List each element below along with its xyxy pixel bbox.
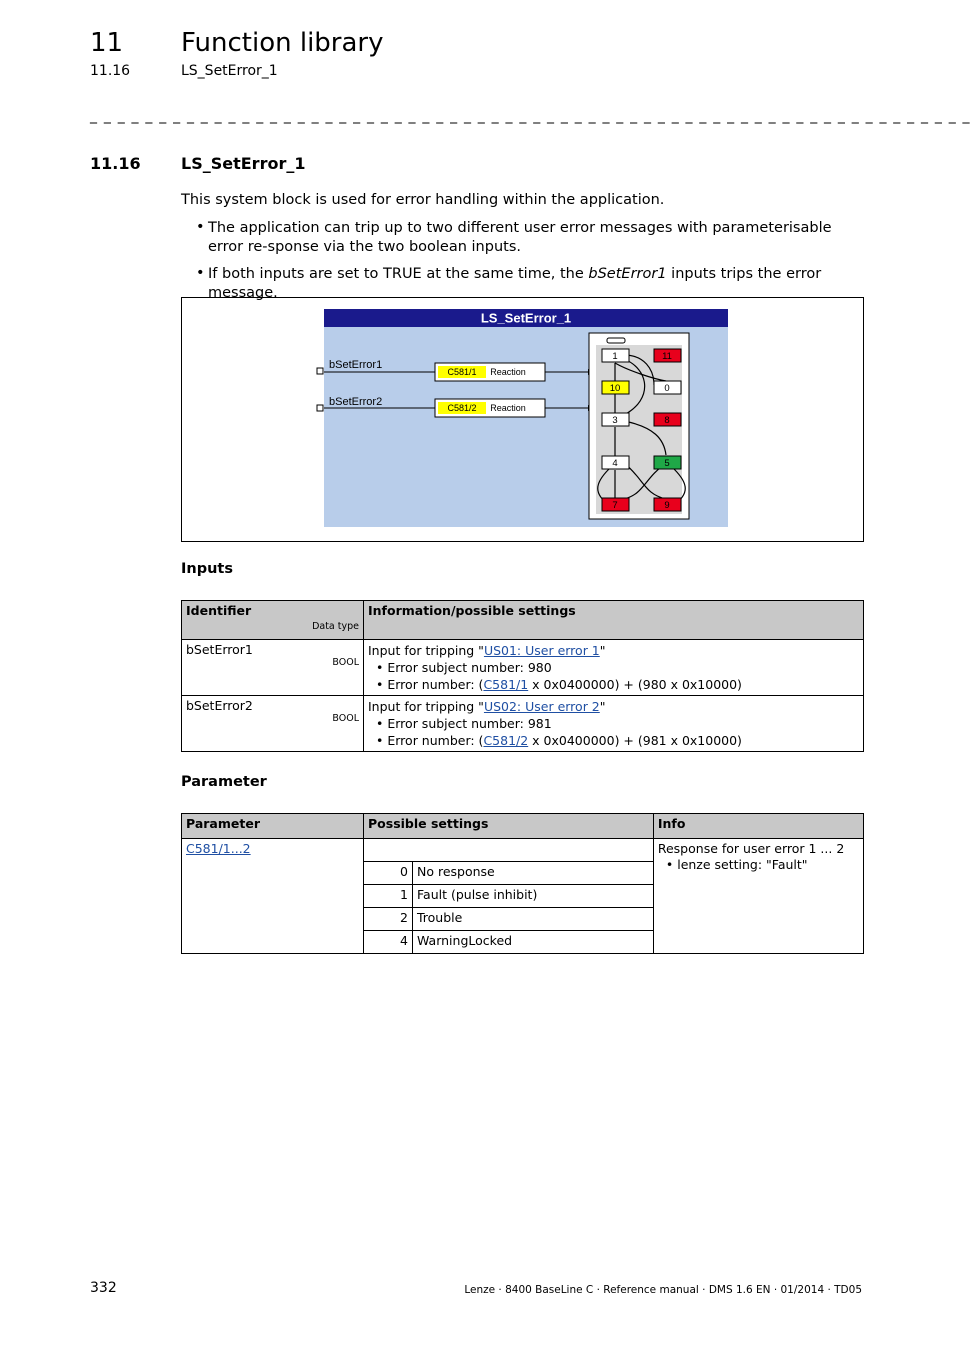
list-item: • Error subject number: 980 [386,659,859,676]
table-row: 0 No response [182,862,864,885]
bullet-item: The application can trip up to two different user error messages with parameterisable error re-sponse via the two boolean inputs. [208,220,832,255]
state-label: 3 [612,415,618,426]
state-label: 10 [609,383,621,394]
input-pin [317,368,323,374]
state-label: 7 [612,500,618,511]
reaction-label: Reaction [490,403,526,413]
parameter-heading: Parameter [181,774,267,790]
section-number: 11.16 [90,154,141,173]
list-item: • lenze setting: "Fault" [676,857,859,873]
parameter-table [181,813,864,954]
table-row: 1 Fault (pulse inhibit) [182,885,864,908]
page-number: 332 [90,1280,117,1296]
user-error-link[interactable]: US01: User error 1 [483,643,600,658]
reaction-label: Reaction [490,367,526,377]
inputs-table [181,600,864,752]
block-diagram [324,309,728,527]
state-label: 1 [612,351,618,362]
list-item: • Error number: (C581/1 x 0x0400000) + (980 x 0x10000) [386,676,859,693]
column-header: Possible settings [364,814,654,839]
state-label: 8 [664,415,670,426]
data-type: BOOL [332,657,359,668]
list-item: • Error number: (C581/2 x 0x0400000) + (981 x 0x10000) [386,732,859,749]
section-title: LS_SetError_1 [181,154,306,173]
chapter-title: Function library [181,28,384,58]
input-pin [317,405,323,411]
identifier: bSetError1 [186,642,253,657]
table-row: 4 WarningLocked [182,931,864,954]
state-label: 4 [612,458,618,469]
table-row: 2 Trouble [182,908,864,931]
list-item: • Error subject number: 981 [386,715,859,732]
table-row [182,839,864,862]
state-top-marker [607,338,625,343]
column-header: Identifier Data type [182,601,364,640]
bullet-marker: • [196,265,205,281]
state-label: 11 [662,351,672,362]
intro-paragraph: This system block is used for error handling within the application. [181,192,665,208]
parameter-link[interactable]: C581/2 [483,733,529,748]
subsection-number: 11.16 [90,63,131,79]
parameter-link[interactable]: C581/1...2 [186,841,251,856]
column-header: Information/possible settings [364,601,864,640]
chapter-number: 11 [90,28,124,58]
bullet-item: If both inputs are set to TRUE at the same time, the bSetError1 inputs trips the error message. [208,266,822,301]
input-label: bSetError2 [329,396,383,408]
header-separator: _ _ _ _ _ _ _ _ _ _ _ _ _ _ _ _ _ _ _ _ _ _ _ _ _ _ _ _ _ _ _ _ _ _ _ _ _ _ _ _ _ _ _ _ _ _ _ _ _ _ _ _ _ _ _ _ _ _ _ _ _ _ _ _ [90,108,971,124]
state-label: 5 [664,458,670,469]
table-header-row [182,601,864,640]
column-header: Parameter [182,814,364,839]
input-label: bSetError1 [329,359,383,371]
block-title: LS_SetError_1 [480,310,572,326]
inputs-heading: Inputs [181,561,233,577]
data-type: BOOL [332,713,359,724]
user-error-link[interactable]: US02: User error 2 [483,699,600,714]
code-label: C581/2 [447,403,477,413]
column-header: Info [653,814,863,839]
table-header-row [182,814,864,839]
subsection-title: LS_SetError_1 [181,63,278,79]
identifier: bSetError2 [186,698,253,713]
table-row: bSetError1 BOOL Input for tripping "US01: User error 1" • Error subject number: 980 • Error number: (C581/1 x 0x0400000) + (980 x 0x10000) [182,640,864,696]
code-label: C581/1 [447,367,477,377]
state-label: 9 [664,500,670,511]
info-text: Response for user error 1 ... 2 [657,841,845,856]
state-label: 0 [664,383,670,394]
table-row: bSetError2 BOOL Input for tripping "US02: User error 2" • Error subject number: 981 • Error number: (C581/2 x 0x0400000) + (981 x 0x10000) [182,696,864,752]
parameter-link[interactable]: C581/1 [483,677,529,692]
bullet-marker: • [196,219,205,235]
footer-doc-info: Lenze · 8400 BaseLine C · Reference manual · DMS 1.6 EN · 01/2014 · TD05 [464,1284,862,1296]
